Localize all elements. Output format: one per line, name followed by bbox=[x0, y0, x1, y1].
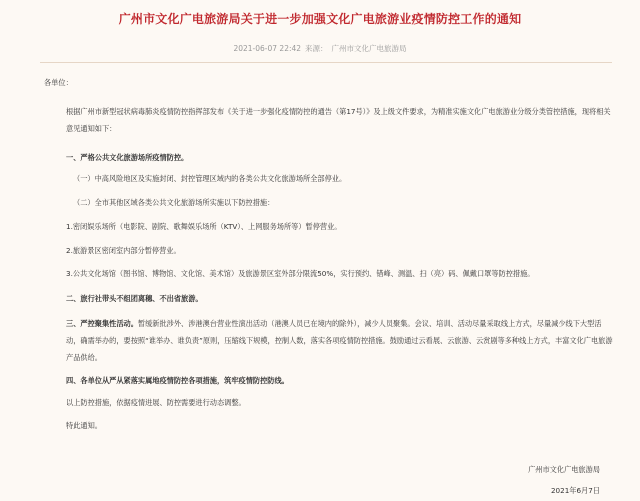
section-1-sub-2: 2.旅游景区密闭室内部分暂停营业。 bbox=[66, 246, 181, 255]
section-1-sub-1: 1.密闭娱乐场所（电影院、剧院、歌舞娱乐场所（KTV）、上网服务场所等）暂停营业。 bbox=[66, 222, 342, 231]
section-1-heading: 一、严格公共文化旅游场所疫情防控。 bbox=[66, 153, 189, 162]
section-2-heading: 二、旅行社带头不组团离穗、不出省旅游。 bbox=[66, 294, 203, 303]
section-4-text: 以上防控措施，依据疫情进展、防控需要进行动态调整。 bbox=[66, 398, 246, 407]
article-meta bbox=[0, 43, 640, 54]
title-divider bbox=[40, 62, 612, 63]
signature-date: 2021年6月7日 bbox=[550, 486, 600, 495]
closing-text: 特此通知。 bbox=[66, 421, 102, 430]
section-1-sub-3: 3.公共文化场馆（图书馆、博物馆、文化馆、美术馆）及旅游景区室外部分限流50%，实行预约、错峰、测温、扫（亮）码、佩戴口罩等防控措施。 bbox=[66, 269, 535, 278]
article-title: 广州市文化广电旅游局关于进一步加强文化广电旅游业疫情防控工作的通知 bbox=[118, 12, 522, 26]
signature: 广州市文化广电旅游局 bbox=[528, 465, 600, 474]
source-name: 广州市文化广电旅游局 bbox=[331, 44, 407, 53]
source-label: 来源： bbox=[305, 44, 328, 53]
section-3-text: 暂缓新批涉外、涉港澳台营业性演出活动（港澳人员已在境内的除外），减少人员聚集。会议、培训、活动尽量采取线上方式，尽量减少线下大型活动，确需举办的，要按照“谁举办、谁负责”原则，压缩线下规模，控制人数，落实各项疫情防控措施。鼓励通过云看展、云旅游、云赏剧等多种线上方式，丰富文化广电旅游产品供给。 bbox=[66, 319, 613, 362]
intro-paragraph: 根据广州市新型冠状病毒肺炎疫情防控指挥部发布《关于进一步强化疫情防控的通告（第17号）》及上级文件要求，为精准实施文化广电旅游业分级分类管控措施，现将相关意见通知如下： bbox=[66, 107, 611, 133]
section-3-paragraph bbox=[66, 315, 614, 366]
section-3-heading: 三、严控聚集性活动。 bbox=[66, 319, 138, 328]
salutation: 各单位： bbox=[44, 78, 73, 87]
section-1-item-2: （二）全市其他区域各类公共文化旅游场所实施以下防控措施： bbox=[73, 198, 275, 207]
section-4-heading: 四、各单位从严从紧落实属地疫情防控各项措施，筑牢疫情防控防线。 bbox=[66, 376, 289, 385]
publish-date: 2021-06-07 22:42 bbox=[233, 44, 302, 53]
section-1-item-1: （一）中高风险地区及实施封闭、封控管理区域内的各类公共文化旅游场所全部停业。 bbox=[73, 174, 347, 183]
